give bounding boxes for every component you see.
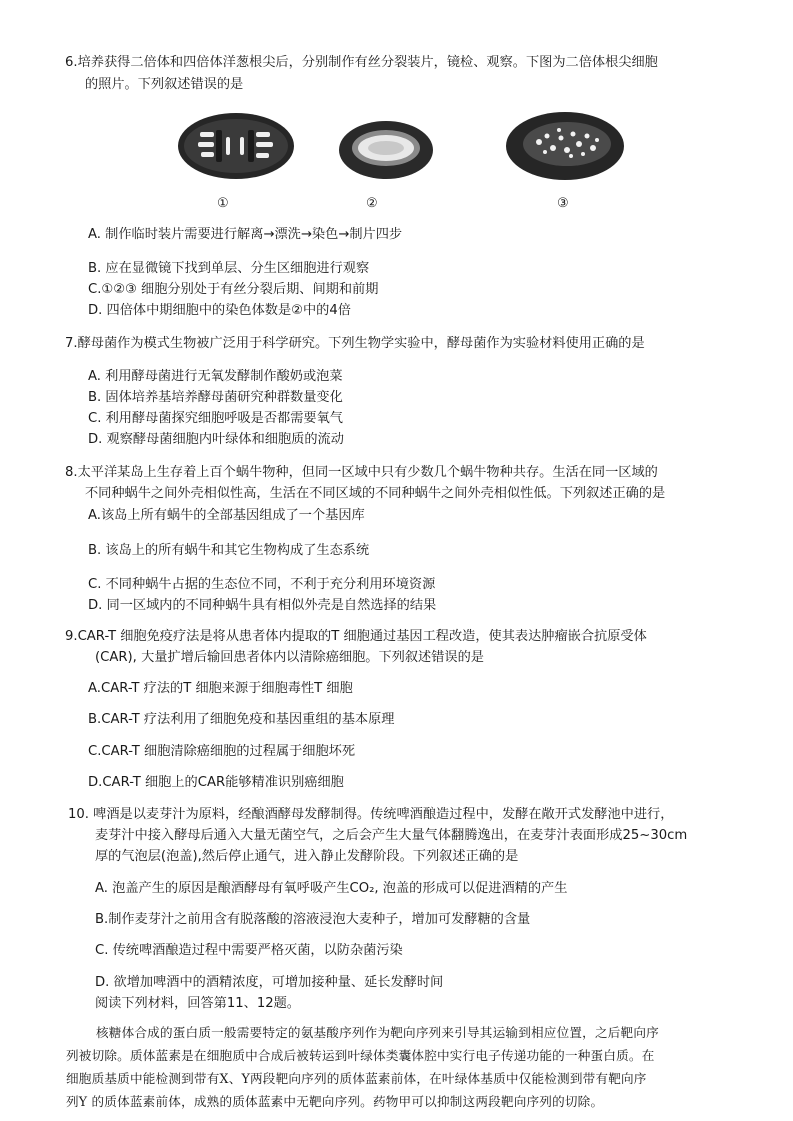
caption-2: ② — [366, 196, 378, 211]
q8-option-b: B. 该岛上的所有蜗牛和其它生物构成了生态系统 — [88, 543, 370, 558]
reading-para-line3: 细胞质基质中能检测到带有X、Y两段靶向序列的质体蓝素前体，在叶绿体基质中仅能检测到带有靶向序 — [66, 1071, 647, 1086]
q6-option-b: B. 应在显微镜下找到单层、分生区细胞进行观察 — [88, 261, 370, 276]
q6-option-d: D. 四倍体中期细胞中的染色体数是②中的4倍 — [88, 303, 351, 318]
q9-option-d: D.CAR-T 细胞上的CAR能够精准识别癌细胞 — [88, 775, 344, 790]
q7-option-a: A. 利用酵母菌进行无氧发酵制作酸奶或泡菜 — [88, 369, 343, 384]
reading-para-line1: 核糖体合成的蛋白质一般需要特定的氨基酸序列作为靶向序列来引导其运输到相应位置，之后靶向序 — [96, 1025, 659, 1040]
q8-stem-line2: 不同种蜗牛之间外壳相似性高，生活在不同区域的不同种蜗牛之间外壳相似性低。下列叙述正确的是 — [85, 486, 666, 501]
q8-stem-line1: 8.太平洋某岛上生存着上百个蜗牛物种，但同一区域中只有少数几个蜗牛物种共存。生活在同一区域的 — [65, 465, 658, 480]
cell-image-3 — [503, 108, 627, 184]
q8-option-d: D. 同一区域内的不同种蜗牛具有相似外壳是自然选择的结果 — [88, 598, 437, 613]
reading-para-line4: 列Y 的质体蓝素前体，成熟的质体蓝素中无靶向序列。药物甲可以抑制这两段靶向序列的切除。 — [66, 1094, 604, 1109]
q10-stem-line1: 10. 啤酒是以麦芽汁为原料，经酿酒酵母发酵制得。传统啤酒酿造过程中，发酵在敞开式发酵池中进行， — [68, 807, 674, 822]
reading-intro: 阅读下列材料，回答第11、12题。 — [95, 996, 300, 1011]
cell-image-1 — [176, 110, 296, 182]
q10-stem-line2: 麦芽汁中接入酵母后通入大量无菌空气，之后会产生大量气体翻腾逸出，在麦芽汁表面形成25~30cm — [95, 828, 688, 843]
caption-1: ① — [217, 196, 229, 211]
caption-3: ③ — [557, 196, 569, 211]
q10-option-b: B.制作麦芽汁之前用含有脱落酸的溶液浸泡大麦种子，增加可发酵糖的含量 — [95, 912, 531, 927]
q7-stem: 7.酵母菌作为模式生物被广泛用于科学研究。下列生物学实验中，酵母菌作为实验材料使用正确的是 — [65, 336, 645, 351]
q9-option-c: C.CAR-T 细胞清除癌细胞的过程属于细胞坏死 — [88, 744, 356, 759]
q10-option-d: D. 欲增加啤酒中的酒精浓度，可增加接种量、延长发酵时间 — [95, 975, 444, 990]
q7-option-c: C. 利用酵母菌探究细胞呼吸是否都需要氧气 — [88, 411, 343, 426]
q9-stem-line2: (CAR), 大量扩增后输回患者体内以清除癌细胞。下列叙述错误的是 — [95, 650, 484, 665]
q6-option-a: A. 制作临时装片需要进行解离→漂洗→染色→制片四步 — [88, 227, 403, 242]
q7-option-d: D. 观察酵母菌细胞内叶绿体和细胞质的流动 — [88, 432, 344, 447]
q6-stem-line1: 6.培养获得二倍体和四倍体洋葱根尖后，分别制作有丝分裂装片，镜检、观察。下图为二倍体根尖细胞 — [65, 55, 658, 70]
q6-stem-line2: 的照片。下列叙述错误的是 — [85, 77, 244, 92]
q9-stem-line1: 9.CAR-T 细胞免疫疗法是将从患者体内提取的T 细胞通过基因工程改造，使其表达肿瘤嵌合抗原受体 — [65, 629, 647, 644]
q10-option-c: C. 传统啤酒酿造过程中需要严格灭菌，以防杂菌污染 — [95, 943, 403, 958]
q7-option-b: B. 固体培养基培养酵母菌研究种群数量变化 — [88, 390, 343, 405]
q8-option-c: C. 不同种蜗牛占据的生态位不同，不利于充分利用环境资源 — [88, 577, 436, 592]
reading-para-line2: 列被切除。质体蓝素是在细胞质中合成后被转运到叶绿体类囊体腔中实行电子传递功能的一种蛋白质。在 — [66, 1048, 655, 1063]
cell-image-2 — [336, 118, 436, 182]
q10-stem-line3: 厚的气泡层(泡盖),然后停止通气，进入静止发酵阶段。下列叙述正确的是 — [95, 849, 519, 864]
q10-option-a: A. 泡盖产生的原因是酿酒酵母有氧呼吸产生CO₂, 泡盖的形成可以促进酒精的产生 — [95, 881, 568, 896]
q8-option-a: A.该岛上所有蜗牛的全部基因组成了一个基因库 — [88, 508, 365, 523]
q9-option-b: B.CAR-T 疗法利用了细胞免疫和基因重组的基本原理 — [88, 712, 395, 727]
q6-option-c: C.①②③ 细胞分别处于有丝分裂后期、间期和前期 — [88, 282, 379, 297]
q9-option-a: A.CAR-T 疗法的T 细胞来源于细胞毒性T 细胞 — [88, 681, 353, 696]
